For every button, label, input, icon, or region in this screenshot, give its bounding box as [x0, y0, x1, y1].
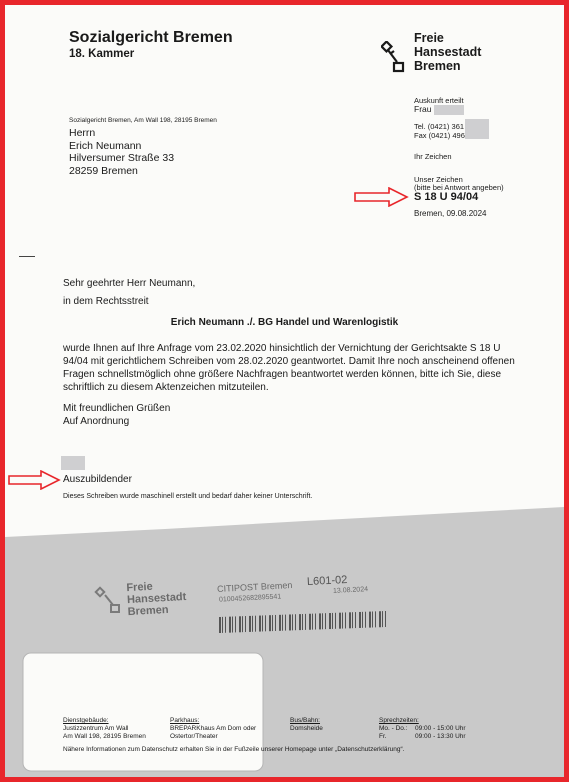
postage-number: 0100452682895541: [218, 593, 282, 604]
postage-date: 13.08.2024: [332, 586, 369, 595]
signer-role: Auszubildender: [63, 474, 132, 485]
logo-line: Hansestadt: [414, 45, 482, 59]
footer-dienstgebaeude: [63, 717, 146, 741]
closing-anordnung: Auf Anordnung: [63, 416, 130, 427]
footer-line: Am Wall 198, 28195 Bremen: [63, 733, 146, 740]
redacted-signer: [61, 456, 85, 470]
recipient-address: [69, 127, 174, 177]
recipient-city: 28259 Bremen: [69, 164, 138, 177]
machine-note: Dieses Schreiben wurde maschinell erstellt und bedarf daher keiner Unterschrift.: [63, 493, 313, 500]
sprech-day: Mo. - Do.:: [379, 725, 408, 732]
greeting: Sehr geehrter Herr Neumann,: [63, 278, 196, 289]
footer-label: Bus/Bahn:: [290, 717, 320, 724]
arrow-signer-icon: [7, 470, 61, 490]
unser-zeichen-hint: (bitte bei Antwort angeben): [414, 183, 504, 192]
redacted-name: [434, 105, 464, 115]
footer-line: Justizzentrum Am Wall: [63, 725, 129, 732]
envelope-logo-line: Bremen: [127, 603, 169, 619]
envelope-logo-line: Freie: [126, 580, 154, 595]
bremen-logo-text: [414, 31, 504, 73]
auskunft-row: [414, 104, 464, 115]
logo-line: Freie: [414, 31, 444, 45]
footer-bus: [290, 717, 323, 733]
footer-label: Sprechzeiten:: [379, 717, 419, 724]
ihr-zeichen-label: Ihr Zeichen: [414, 152, 452, 161]
redacted-phone: [465, 119, 489, 139]
bremen-key-icon: [381, 41, 409, 75]
auskunft-name: Frau: [414, 104, 432, 114]
letter-page: [5, 5, 564, 777]
chamber: 18. Kammer: [69, 48, 135, 60]
sprech-time: 09:00 - 15:00 Uhr: [415, 725, 466, 732]
footer-line: Domsheide: [290, 725, 323, 732]
footer-label: Parkhaus:: [170, 717, 200, 724]
footer-parkhaus: [170, 717, 256, 741]
footer-line: BREPARKhaus Am Dom oder: [170, 725, 257, 732]
postage-code: L601-02: [306, 573, 348, 589]
court-name: Sozialgericht Bremen: [69, 29, 233, 46]
sender-line: Sozialgericht Bremen, Am Wall 198, 28195 Bremen: [69, 117, 217, 124]
footer-line: Ostertor/Theater: [170, 733, 218, 740]
envelope-logo-text: [126, 578, 208, 618]
sprech-time: 09:00 - 13:30 Uhr: [415, 733, 466, 740]
envelope-logo-line: Hansestadt: [126, 590, 187, 607]
recipient-street: Hilversumer Straße 33: [69, 152, 175, 164]
postage-brand: CITIPOST Bremen: [216, 580, 293, 594]
recipient-name: Erich Neumann: [69, 139, 142, 152]
place-date: Bremen, 09.08.2024: [414, 209, 487, 218]
subject-line: Erich Neumann ./. BG Handel und Warenlogistik: [170, 317, 399, 328]
footer-privacy: Nähere Informationen zum Datenschutz erhalten Sie in der Fußzeile unserer Homepage unter „Datenschutzerklärung“.: [63, 746, 405, 753]
footer-sprechzeiten: [379, 717, 466, 741]
body-paragraph: wurde Ihnen auf Ihre Anfrage vom 23.02.2020 hinsichtlich der Vernichtung der Gerichtsakte S 18 U 94/04 mit gerichtlichem Schreiben vom 28.02.2020 geantwortet. Damit Ihre noch anscheinend offenen Fragen schnellstmöglich ohne größere Nachfragen beantwortet werden können, bitte ich Sie, diese schriftlich zu diesem Aktenzeichen mitzuteilen.: [63, 343, 515, 393]
reference-number: S 18 U 94/04: [414, 191, 479, 203]
fax-row: [414, 131, 465, 140]
closing-greeting: Mit freundlichen Grüßen: [63, 403, 171, 414]
recipient-salutation: Herrn: [69, 127, 96, 139]
intro-line: in dem Rechtsstreit: [63, 296, 149, 307]
unser-zeichen-label: Unser Zeichen: [414, 175, 463, 184]
footer-label: Dienstgebäude:: [63, 717, 109, 724]
fax-number: Fax (0421) 496: [414, 131, 465, 140]
fold-mark: [19, 256, 35, 257]
tel-row: [414, 122, 464, 131]
arrow-reference-icon: [353, 187, 409, 207]
sprech-day: Fr.: [379, 733, 387, 740]
logo-line: Bremen: [414, 59, 461, 73]
tel-number: Tel. (0421) 361: [414, 122, 465, 131]
auskunft-label: Auskunft erteilt: [414, 96, 464, 105]
